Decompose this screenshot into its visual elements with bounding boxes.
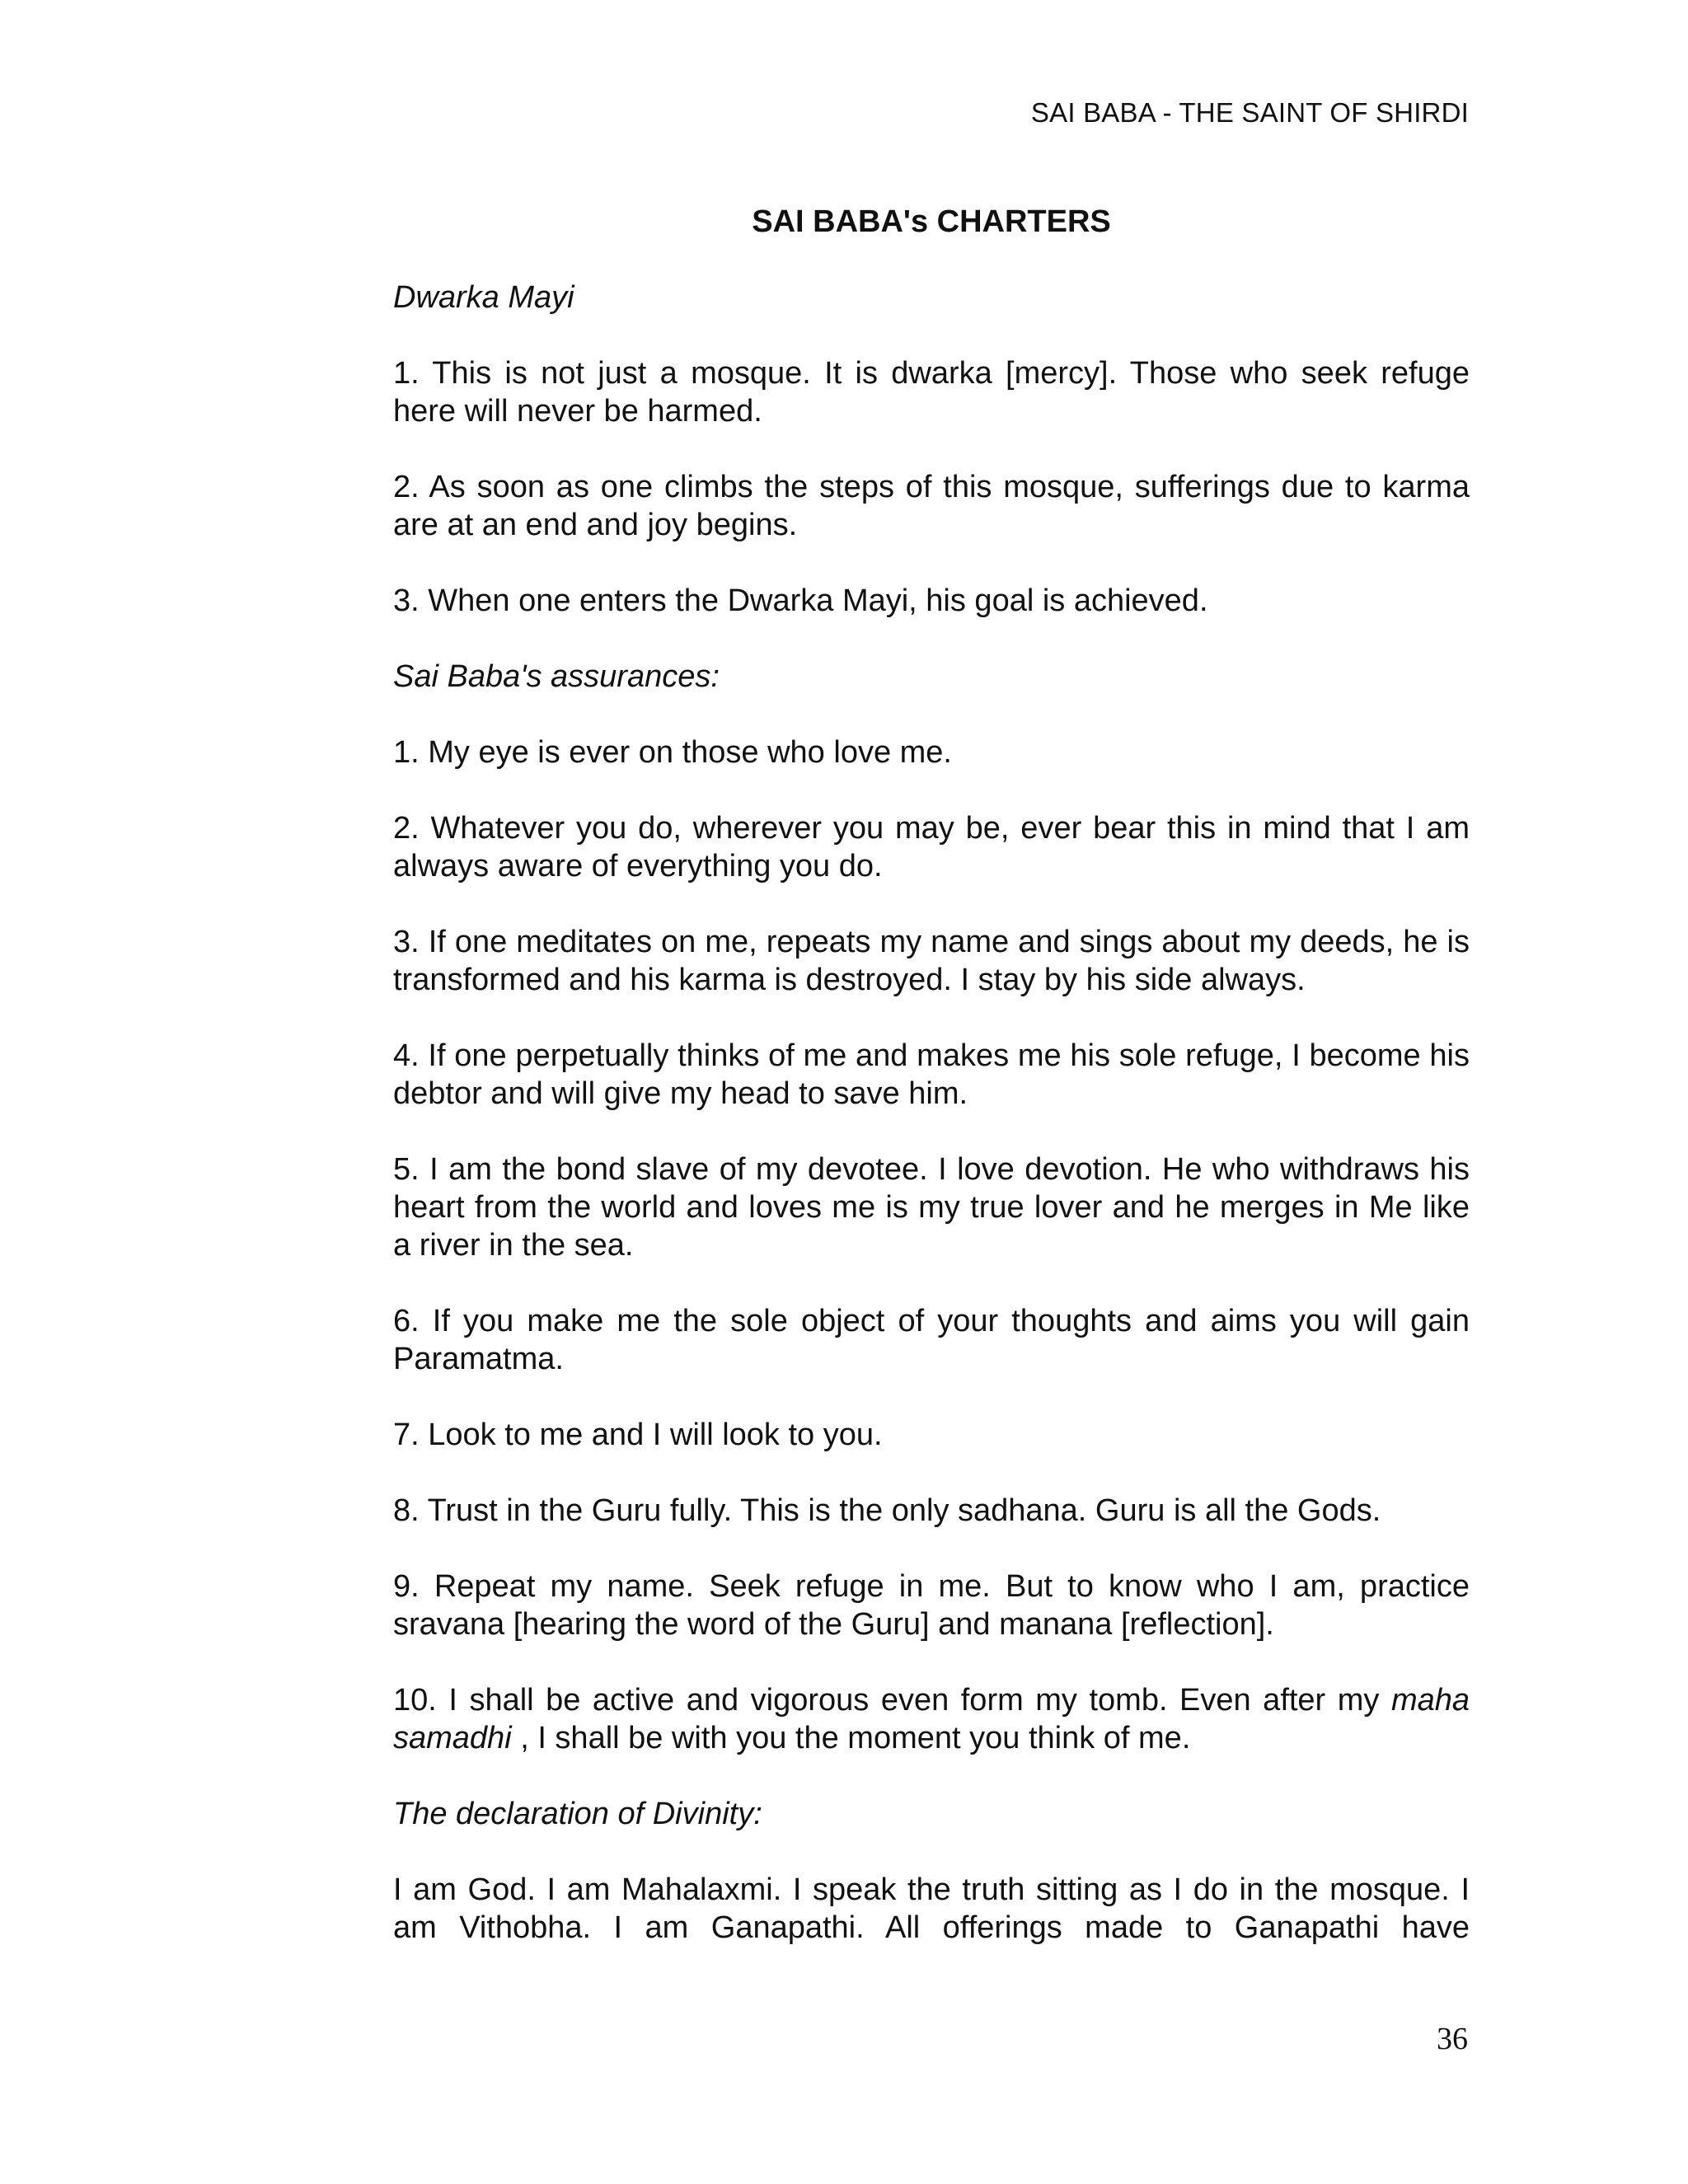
assurance-item-9: 9. Repeat my name. Seek refuge in me. But to know who I am, practice sravana [hearing the word of the Guru] and manana [reflection]. — [393, 1569, 1470, 1642]
assurance-item-10 — [393, 1681, 1470, 1757]
assurance-item-4: 4. If one perpetually thinks of me and makes me his sole refuge, I become his debtor and will give my head to save him. — [393, 1038, 1470, 1111]
section-heading-divinity: The declaration of Divinity: — [393, 1797, 762, 1831]
assurance-10-text-start: 10. I shall be active and vigorous even form my tomb. Even after my — [393, 1683, 1391, 1718]
assurance-item-7: 7. Look to me and I will look to you. — [393, 1418, 883, 1452]
assurance-item-6: 6. If you make me the sole object of your thoughts and aims you will gain Paramatma. — [393, 1304, 1470, 1376]
divinity-paragraph: I am God. I am Mahalaxmi. I speak the truth sitting as I do in the mosque. I am Vithobha. I am Ganapathi. All offerings made to Ganapathi have — [393, 1872, 1470, 1945]
assurance-10-italic-term: maha samadhi — [393, 1683, 1470, 1755]
assurance-item-3: 3. If one meditates on me, repeats my name and sings about my deeds, he is transformed and his karma is destroyed. I stay by his side always. — [393, 925, 1470, 997]
dwarka-item-3: 3. When one enters the Dwarka Mayi, his goal is achieved. — [393, 583, 1208, 618]
assurance-item-2: 2. Whatever you do, wherever you may be, ever bear this in mind that I am always aware of everything you do. — [393, 811, 1470, 883]
text-body — [393, 279, 1470, 1947]
dwarka-item-2: 2. As soon as one climbs the steps of this mosque, sufferings due to karma are at an end and joy begins. — [393, 470, 1470, 542]
page-title: SAI BABA's CHARTERS — [752, 204, 1111, 239]
dwarka-item-1: 1. This is not just a mosque. It is dwarka [mercy]. Those who seek refuge here will never be harmed. — [393, 356, 1470, 429]
assurance-item-5: 5. I am the bond slave of my devotee. I love devotion. He who withdraws his heart from the world and loves me is my true lover and he merges in Me like a river in the sea. — [393, 1152, 1470, 1263]
running-header: SAI BABA - THE SAINT OF SHIRDI — [1030, 97, 1469, 128]
assurance-item-1: 1. My eye is ever on those who love me. — [393, 735, 952, 770]
assurance-item-8: 8. Trust in the Guru fully. This is the only sadhana. Guru is all the Gods. — [393, 1493, 1381, 1528]
section-heading-assurances: Sai Baba's assurances: — [393, 659, 720, 694]
page-number: 36 — [1437, 2022, 1468, 2056]
section-heading-dwarka-mayi: Dwarka Mayi — [393, 280, 574, 315]
assurance-10-text-end: , I shall be with you the moment you think of me. — [511, 1721, 1191, 1755]
